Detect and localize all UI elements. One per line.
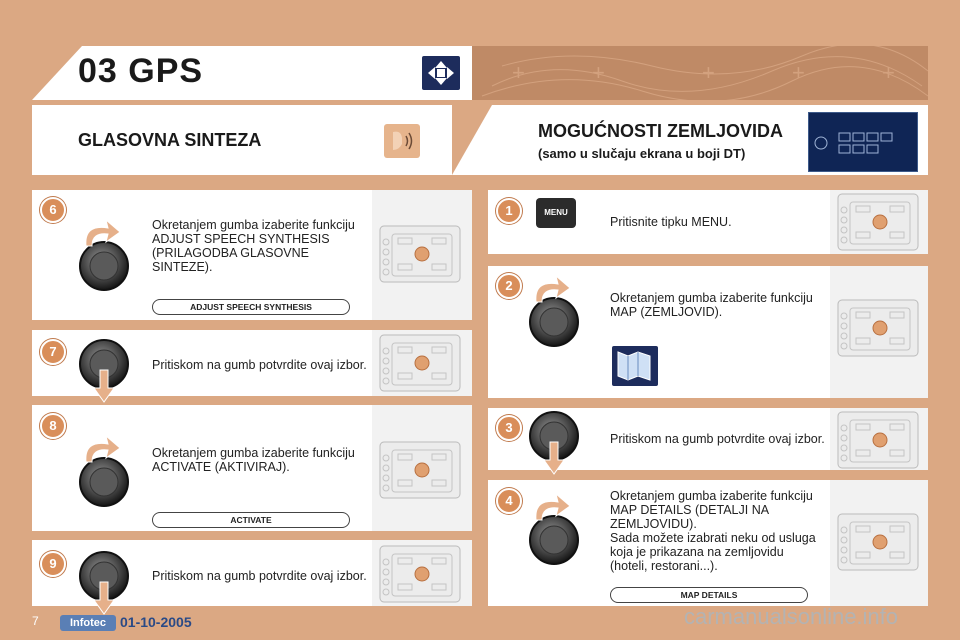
radio-unit-icon xyxy=(836,192,920,257)
menu-label-pill: MAP DETAILS xyxy=(610,587,808,603)
radio-unit-icon xyxy=(378,440,462,505)
voice-section-title: GLASOVNA SINTEZA xyxy=(78,130,262,150)
step-text: Pritiskom na gumb potvrdite ovaj izbor. xyxy=(152,569,367,583)
radio-unit-icon xyxy=(378,224,462,289)
page-title: 03 GPS xyxy=(78,52,204,90)
push-knob-icon xyxy=(70,312,140,409)
radio-unit-icon xyxy=(836,298,920,363)
topo-pattern xyxy=(472,46,928,100)
infotec-logo: Infotec xyxy=(60,615,116,631)
step-number: 8 xyxy=(40,413,66,439)
color-screen-icon xyxy=(808,112,918,172)
rotate-knob-icon xyxy=(70,214,140,311)
svg-text:+: + xyxy=(592,60,605,85)
rotate-knob-icon xyxy=(520,270,590,367)
step-number: 3 xyxy=(496,415,522,441)
step-number: 7 xyxy=(40,339,66,365)
section-corner xyxy=(452,105,492,175)
step-text: Okretanjem gumba izaberite funkciju MAP DETAILS (DETALJI NA ZEMLJOVIDU). Sada možete izabrati neku od usluga koja je prikazana na zemljovidu (hoteli, restorani...). xyxy=(610,489,816,573)
page-number: 7 xyxy=(32,614,39,628)
menu-button-icon: MENU xyxy=(536,198,576,228)
header-corner xyxy=(32,46,82,100)
step-number: 2 xyxy=(496,273,522,299)
svg-text:+: + xyxy=(882,60,895,85)
step-text: Pritisnite tipku MENU. xyxy=(610,215,732,229)
svg-text:+: + xyxy=(702,60,715,85)
header-decoration xyxy=(472,46,928,100)
push-knob-icon xyxy=(520,384,590,481)
map-section-title: MOGUĆNOSTI ZEMLJOVIDA xyxy=(538,121,784,141)
watermark: carmanualsonline.info xyxy=(684,604,899,629)
voice-speaker-icon xyxy=(384,124,420,158)
menu-label-pill: ADJUST SPEECH SYNTHESIS xyxy=(152,299,350,315)
step-text: Pritiskom na gumb potvrdite ovaj izbor. xyxy=(152,358,367,372)
radio-unit-icon xyxy=(378,544,462,609)
menu-label-pill: ACTIVATE xyxy=(152,512,350,528)
step-number: 9 xyxy=(40,551,66,577)
step-text: Okretanjem gumba izaberite funkciju ADJUST SPEECH SYNTHESIS (PRILAGODBA GLASOVNE SINTEZE). xyxy=(152,218,355,274)
rotate-knob-icon xyxy=(520,488,590,585)
rotate-knob-icon xyxy=(70,430,140,527)
edition-date: 01-10-2005 xyxy=(120,614,192,630)
push-knob-icon xyxy=(70,524,140,621)
folded-map-icon xyxy=(612,346,658,386)
svg-text:+: + xyxy=(512,60,525,85)
radio-unit-icon xyxy=(378,333,462,398)
step-text: Okretanjem gumba izaberite funkciju ACTIVATE (AKTIVIRAJ). xyxy=(152,446,355,474)
svg-text:+: + xyxy=(792,60,805,85)
navigation-arrows-icon xyxy=(422,56,460,90)
radio-unit-icon xyxy=(836,410,920,475)
step-text: Okretanjem gumba izaberite funkciju MAP (ZEMLJOVID). xyxy=(610,291,813,319)
radio-unit-icon xyxy=(836,512,920,577)
step-text: Pritiskom na gumb potvrdite ovaj izbor. xyxy=(610,432,825,446)
step-number: 4 xyxy=(496,488,522,514)
step-number: 6 xyxy=(40,197,66,223)
map-section-subtitle: (samo u slučaju ekrana u boji DT) xyxy=(538,146,746,161)
step-number: 1 xyxy=(496,198,522,224)
